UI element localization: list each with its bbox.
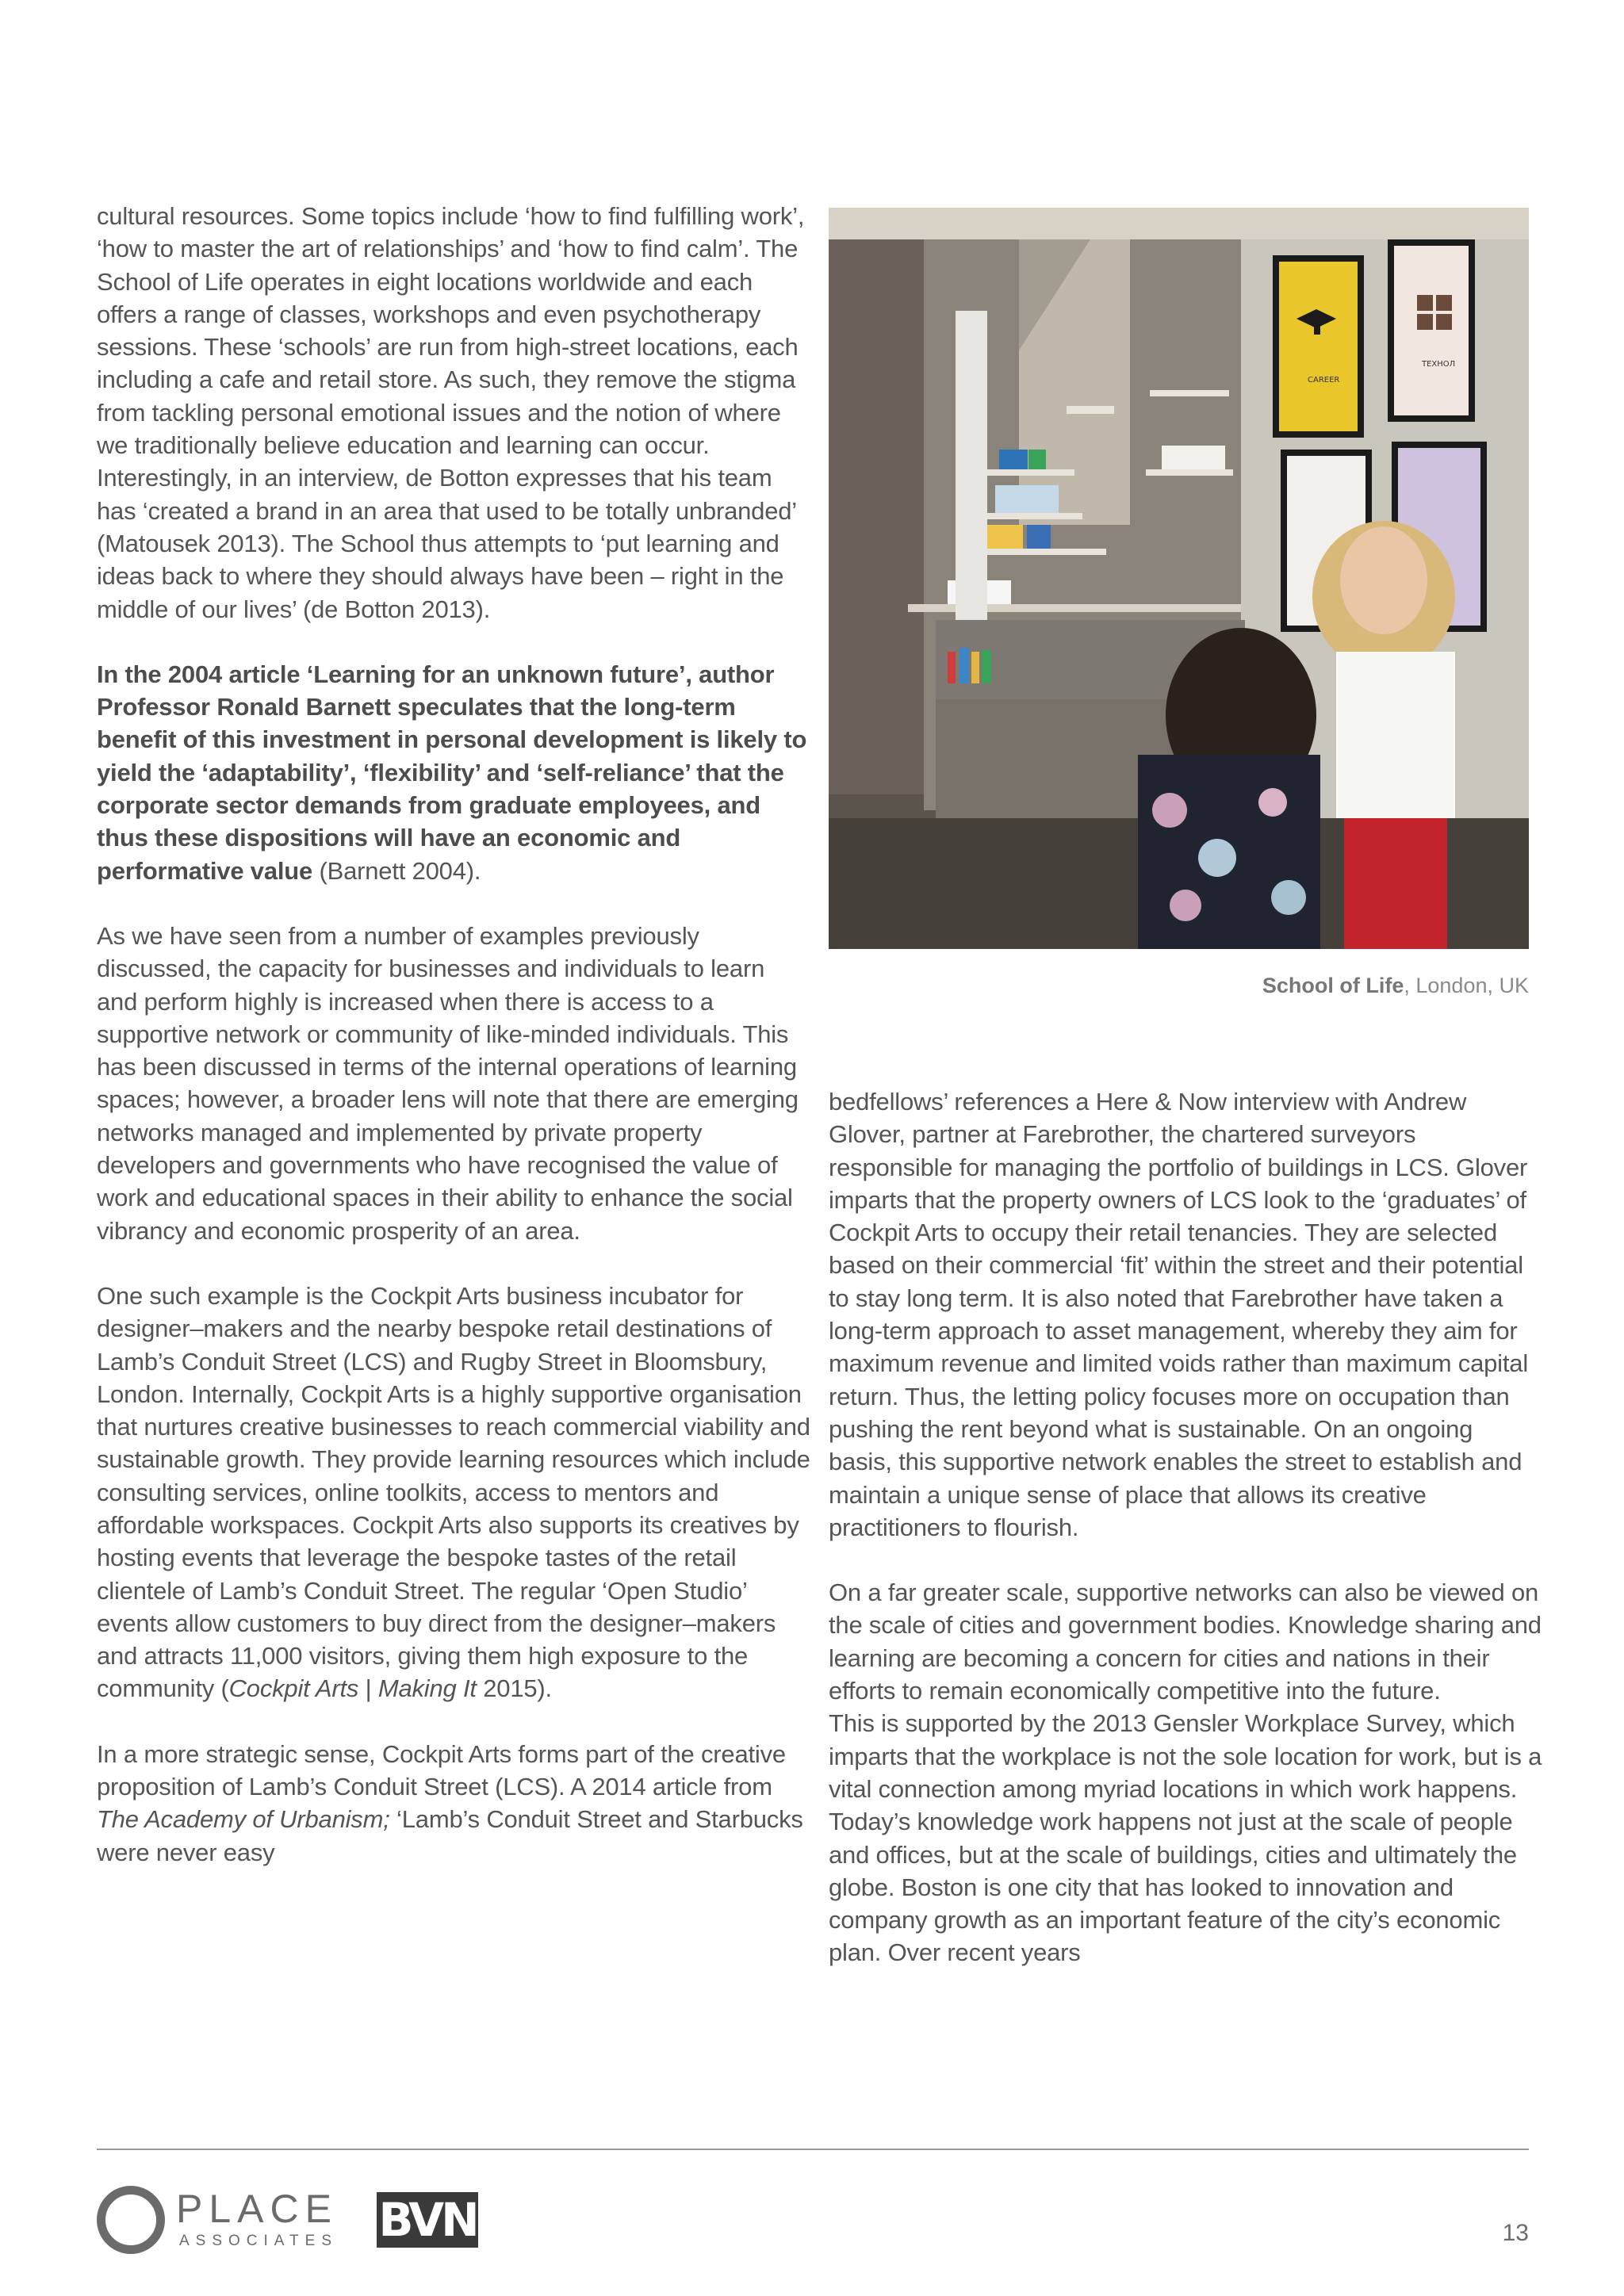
bvn-logo: BVN	[377, 2192, 478, 2248]
poster-text: CAREER	[1308, 376, 1340, 385]
citation: (Barnett 2004).	[312, 856, 481, 885]
paragraph: As we have seen from a number of examples previously discussed, the capacity for businesses and individuals to learn and perform highly is increased when there is access to a supportive network or community of like-minded individuals. This has been discussed in terms of the internal operations of learning spaces; however, a broader lens will note that there are emerging networks managed and implemented by private property developers and governments who have recognised the value of work and educational spaces in their ability to enhance the social vibrancy and economic prosperity of an area.	[97, 921, 799, 1245]
bold-statement: In the 2004 article ‘Learning for an unknown future’, author Professor Ronald Barnett speculates that the long-term benefit of this investment in personal development is likely to yield the ‘adaptability’, ‘flexibility’ and ‘self-reliance’ that the corporate sector demands from graduate employees, and thus these dispositions will have an economic and performative value	[97, 660, 807, 885]
italic-publication: The Academy of Urbanism;	[97, 1805, 390, 1834]
footer-divider	[97, 2149, 1529, 2150]
poster-text: ТЕХНОЛ	[1422, 360, 1456, 369]
paragraph: One such example is the Cockpit Arts business incubator for designer–makers and the nearby bespoke retail destinations of Lamb’s Conduit Street (LCS) and Rugby Street in Bloomsbury, London. Internally, Cockpit Arts is a highly supportive organisation that nurtures creative businesses to reach commercial viability and sustainable growth. They provide learning resources which include consulting services, online toolkits, access to mentors and affordable workspaces. Cockpit Arts also supports its creatives by hosting events that leverage the bespoke tastes of the retail clientele of Lamb’s Conduit Street. The regular ‘Open Studio’ events allow customers to buy direct from the designer–makers and attracts 11,000 visitors, giving them high exposure to the community (Cockpit Arts | Making It 2015).	[97, 1281, 810, 1703]
caption-location: , London, UK	[1404, 974, 1529, 997]
page-number: 13	[1502, 2220, 1529, 2246]
place-logo-word: PLACE	[176, 2187, 338, 2231]
place-associates-logo	[97, 2186, 339, 2252]
caption-title: School of Life	[1262, 974, 1404, 997]
paragraph-emphasis	[97, 658, 810, 887]
place-logo-subtitle: ASSOCIATES	[179, 2233, 339, 2249]
photo-caption	[1262, 974, 1529, 998]
italic-citation: Cockpit Arts	[228, 1674, 359, 1703]
place-ring-icon	[97, 2186, 165, 2254]
paragraph: In a more strategic sense, Cockpit Arts forms part of the creative proposition of Lamb’s Conduit Street (LCS). A 2014 article from The Academy of Urbanism; ‘Lamb’s Conduit Street and Starbucks were never easy	[97, 1739, 803, 1866]
right-text-column	[829, 1085, 1542, 1969]
paragraph: This is supported by the 2013 Gensler Workplace Survey, which imparts that the workplace is not the sole location for work, but is a vital connection among myriad locations in which work happens. Today’s knowledge work happens not just at the scale of people and offices, but at the scale of buildings, cities and ultimately the globe. Boston is one city that has looked to innovation and company growth as an important feature of the city’s economic plan. Over recent years	[829, 1709, 1542, 1967]
paragraph: cultural resources. Some topics include ‘how to find fulfilling work’, ‘how to master the art of relationships’ and ‘how to find calm’. The School of Life operates in eight locations worldwide and each offers a range of classes, workshops and even psychotherapy sessions. These ‘schools’ are run from high-street locations, each including a cafe and retail store. As such, they remove the stigma from tackling personal emotional issues and the notion of where we traditionally believe education and learning can occur. Interestingly, in an interview, de Botton expresses that his team has ‘created a brand in an area that used to be totally unbranded’ (Matousek 2013). The School thus attempts to ‘put learning and ideas back to where they should always have been – right in the middle of our lives’ (de Botton 2013).	[97, 202, 805, 623]
paragraph: bedfellows’ references a Here & Now interview with Andrew Glover, partner at Farebrother, the chartered surveyors responsible for managing the portfolio of buildings in LCS. Glover imparts that the property owners of LCS look to the ‘graduates’ of Cockpit Arts to occupy their retail tenancies. They are selected based on their commercial ‘fit’ within the street and their potential to stay long term. It is also noted that Farebrother have taken a long-term approach to asset management, whereby they aim for maximum revenue and limited voids rather than maximum capital return. Thus, the letting policy focuses more on occupation than pushing the rent beyond what is sustainable. On an ongoing basis, this supportive network enables the street to establish and maintain a unique sense of place that allows its creative practitioners to flourish.	[829, 1088, 1529, 1541]
paragraph: On a far greater scale, supportive networks can also be viewed on the scale of cities and government bodies. Knowledge sharing and learning are becoming a concern for cities and nations in their efforts to remain economically competitive into the future.	[829, 1578, 1542, 1705]
italic-citation: Making It	[377, 1674, 477, 1703]
school-of-life-photo	[829, 208, 1529, 949]
photo-illustration	[829, 208, 1529, 949]
left-text-column	[97, 200, 810, 1869]
